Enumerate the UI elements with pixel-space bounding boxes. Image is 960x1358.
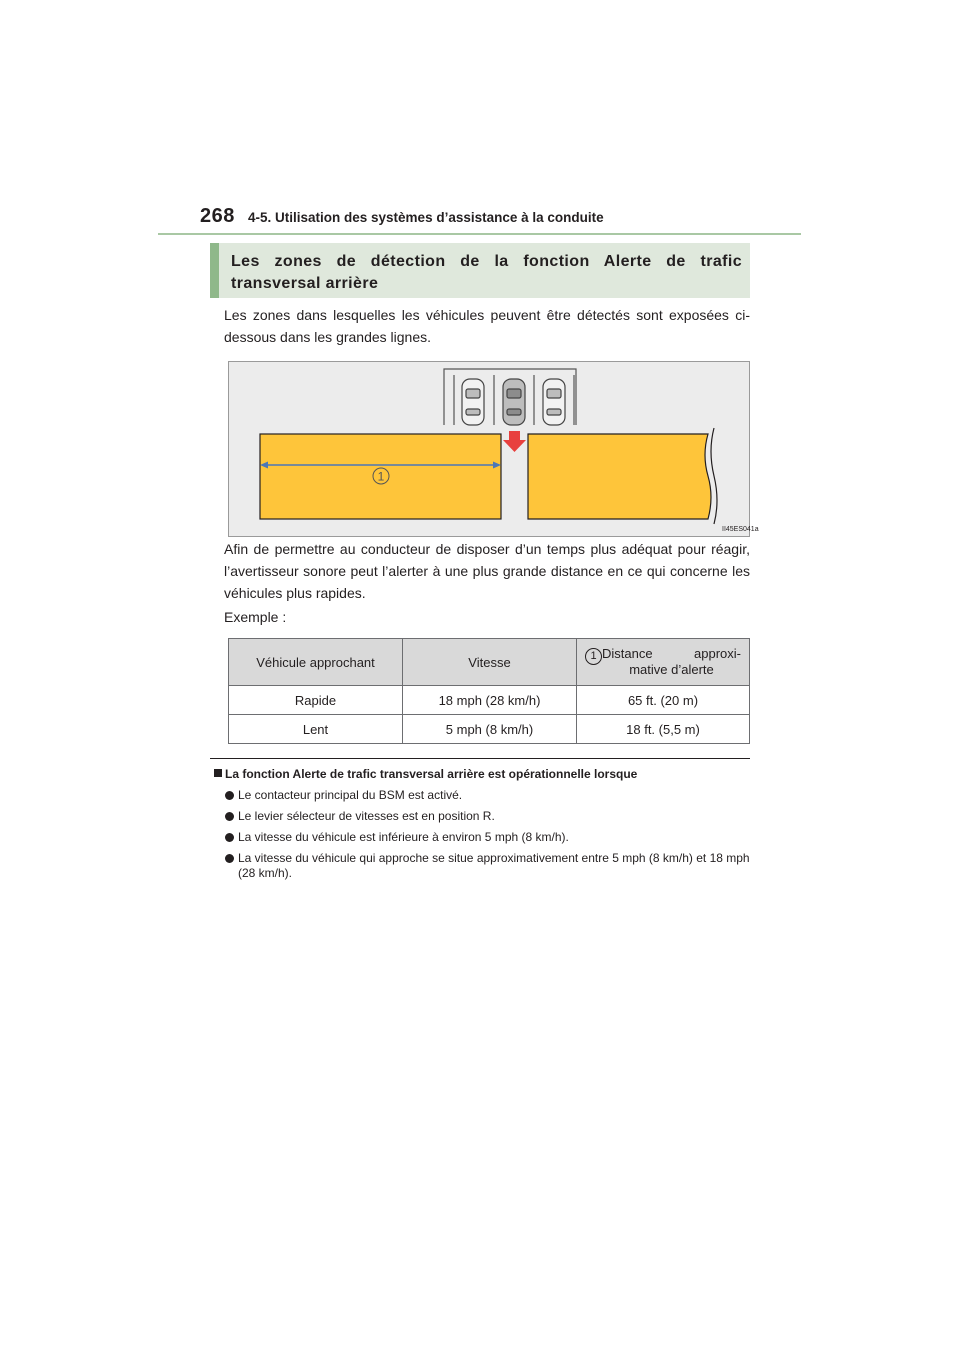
bullet-icon: [225, 812, 234, 821]
list-item-text: Le levier sélecteur de vitesses est en position R.: [238, 809, 495, 823]
table-header: [577, 639, 750, 686]
list-item-text: La vitesse du véhicule est inférieure à environ 5 mph (8 km/h).: [238, 830, 569, 844]
section-title: 4-5. Utilisation des systèmes d’assistance à la conduite: [248, 210, 604, 225]
parked-car: [543, 379, 565, 425]
table-cell: 5 mph (8 km/h): [403, 715, 577, 744]
list-item: [224, 851, 750, 881]
list-item-text: La vitesse du véhicule qui approche se situe approximativement entre 5 mph (8 km/h) et 18 mph (28 km/h).: [238, 851, 750, 880]
page-number: 268: [200, 205, 235, 227]
reversing-car: [503, 379, 525, 425]
table-cell: Lent: [229, 715, 403, 744]
list-item: [224, 809, 750, 824]
table-cell: 18 ft. (5,5 m): [577, 715, 750, 744]
square-bullet-icon: [214, 769, 222, 777]
callout-badge: 1: [585, 648, 602, 665]
table-header: Vitesse: [403, 639, 577, 686]
table-header: Véhicule approchant: [229, 639, 403, 686]
detection-zone-right: [528, 434, 711, 519]
distance-header-label: Distance approxi-mative d’alerte: [602, 646, 741, 677]
figure-code: II45ES041a: [722, 526, 759, 533]
list-item: [224, 788, 750, 803]
table-header-row: [229, 639, 750, 686]
timing-paragraph: Afin de permettre au conducteur de disposer d’un temps plus adéquat pour réagir, l’avertisseur sonore peut l’alerter à une plus grande distance en ce qui concerne les véhicules plus rapides.: [224, 541, 750, 601]
section-heading: Les zones de détection de la fonction Alerte de trafic transversal arrière: [231, 253, 742, 292]
section-heading-box: [210, 243, 750, 298]
table-row: [229, 715, 750, 744]
intro-paragraph: Les zones dans lesquelles les véhicules peuvent être détectés sont exposées ci-dessous dans les grandes lignes.: [224, 307, 750, 345]
bullet-icon: [225, 854, 234, 863]
notes-title: [214, 767, 637, 781]
bullet-icon: [225, 833, 234, 842]
detection-zone-figure: [228, 361, 759, 537]
notes-title-text: La fonction Alerte de trafic transversal arrière est opérationnelle lorsque: [225, 767, 638, 781]
list-item: [224, 830, 750, 845]
parked-car: [462, 379, 484, 425]
page-header: [198, 205, 802, 235]
notes-divider: [210, 758, 750, 759]
header-divider: [158, 233, 801, 235]
table-row: [229, 686, 750, 715]
alert-distance-table: [228, 638, 750, 744]
list-item-text: Le contacteur principal du BSM est activé.: [238, 788, 463, 802]
table-cell: 65 ft. (20 m): [577, 686, 750, 715]
bullet-icon: [225, 791, 234, 800]
callout-number: 1: [377, 469, 385, 484]
table-cell: Rapide: [229, 686, 403, 715]
example-label: Exemple :: [224, 609, 287, 625]
table-cell: 18 mph (28 km/h): [403, 686, 577, 715]
